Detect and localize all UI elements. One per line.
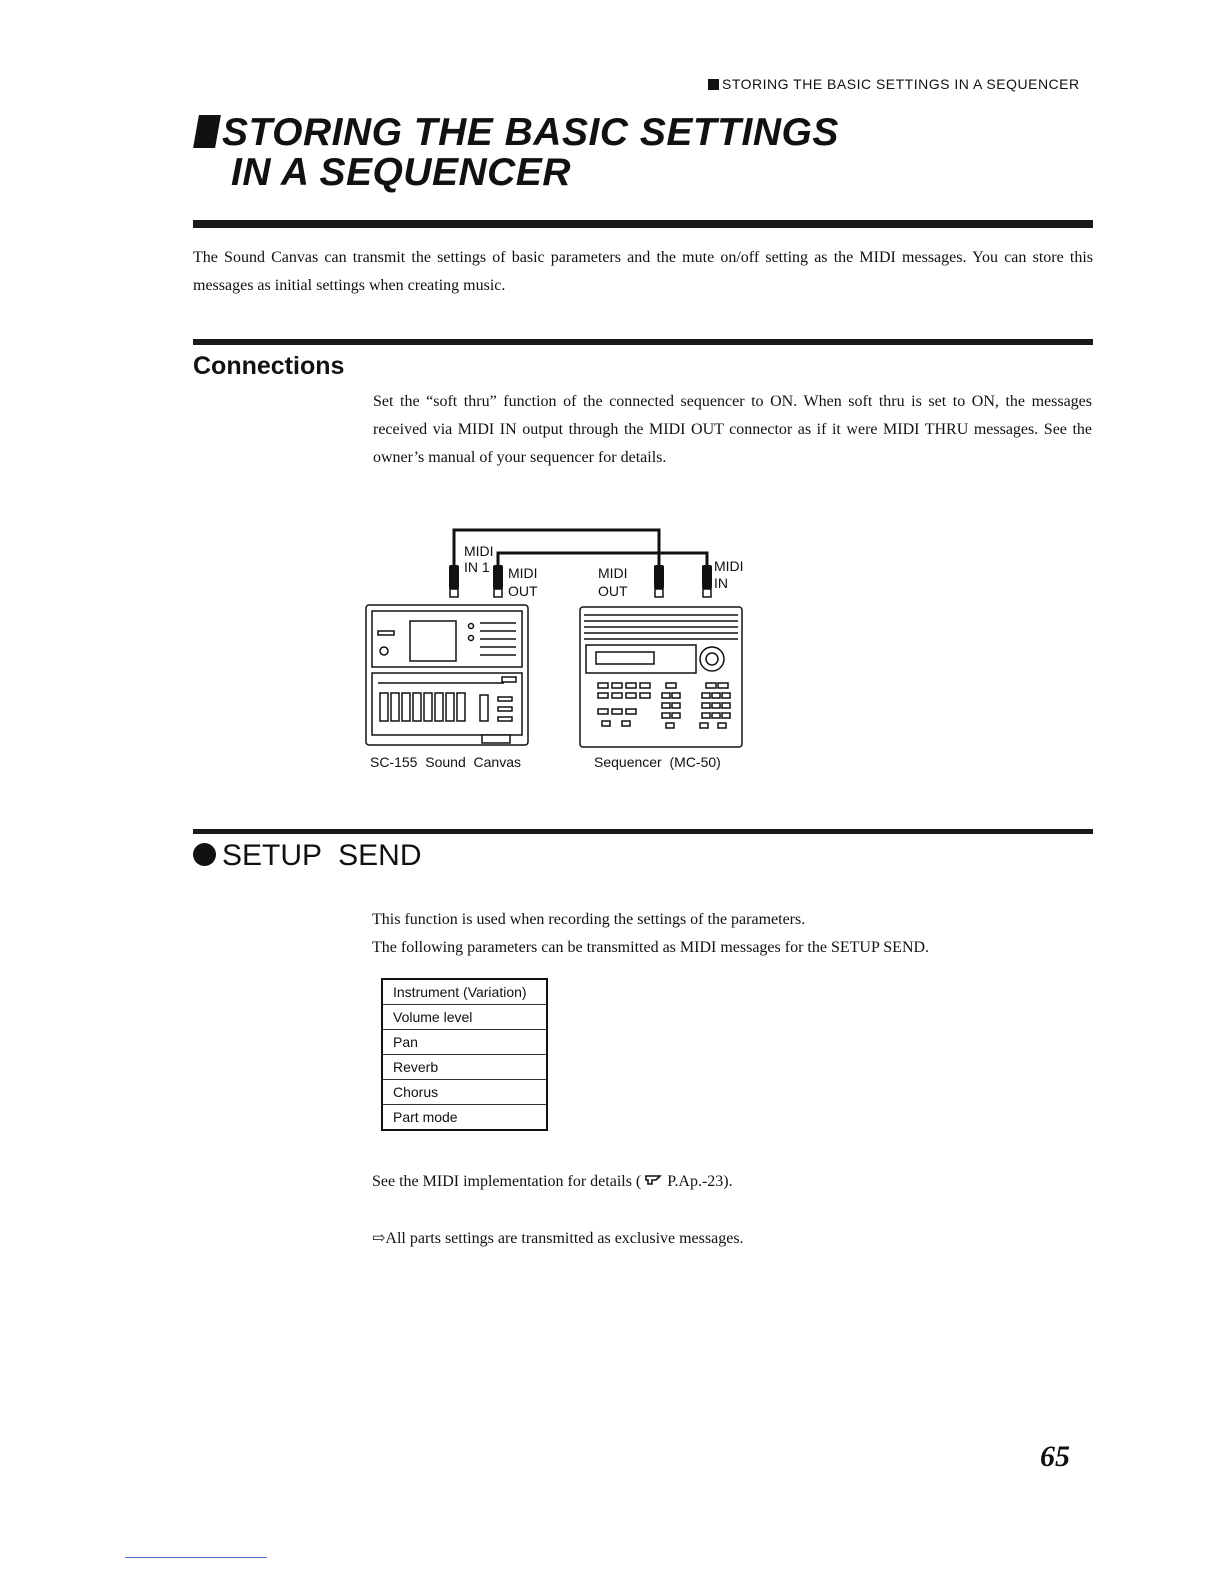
square-bullet-icon: [193, 115, 221, 148]
label-sc-midi-in: MIDI: [464, 543, 494, 559]
label-sc-midi-out: MIDI: [508, 565, 538, 581]
label-sc-midi-out-2: OUT: [508, 583, 538, 599]
setup-send-line1: This function is used when recording the settings of the parameters.: [372, 911, 806, 928]
connections-paragraph: Set the “soft thru” function of the connected sequencer to ON. When soft thru is set to ON, the messages received via MIDI IN output through the MIDI OUT connector as if it were MIDI THRU messages. See the owner’s manual of your sequencer for details.: [373, 393, 1092, 466]
pointing-hand-icon: [645, 1174, 663, 1186]
exclusive-note: [372, 1225, 744, 1253]
table-cell: Instrument (Variation): [382, 979, 547, 1005]
see-prefix: See the MIDI implementation for details (: [372, 1173, 642, 1190]
table-cell: Part mode: [382, 1105, 547, 1131]
table-cell: Reverb: [382, 1055, 547, 1080]
footer-line: [125, 1557, 267, 1558]
table-cell: Chorus: [382, 1080, 547, 1105]
bullet-dot-icon: [193, 843, 216, 866]
parameter-table: [381, 978, 548, 1131]
setup-divider: [193, 829, 1093, 834]
section-divider: [193, 339, 1093, 345]
exclusive-note-text: All parts settings are transmitted as exclusive messages.: [385, 1230, 744, 1247]
table-row: [382, 1055, 547, 1080]
square-bullet-icon: [708, 79, 719, 90]
intro-paragraph: The Sound Canvas can transmit the settings of basic parameters and the mute on/off setting as the MIDI messages. You can store this messages as initial settings when creating music.: [193, 249, 1093, 294]
page-title-line2: IN A SEQUENCER: [231, 151, 571, 194]
running-header: [708, 76, 1080, 92]
title-divider: [193, 220, 1093, 228]
plug-sc-in: [449, 565, 459, 589]
sound-canvas-caption: SC-155 Sound Canvas: [370, 754, 521, 770]
label-seq-midi-out: MIDI: [598, 565, 628, 581]
plug-seq-out: [654, 565, 664, 589]
table-cell: Pan: [382, 1030, 547, 1055]
connection-diagram: [360, 525, 760, 785]
page-number: 65: [1040, 1440, 1070, 1473]
setup-send-description: [372, 906, 929, 962]
arrow-right-icon: ⇨: [372, 1230, 386, 1247]
label-sc-midi-in-2: IN 1: [464, 559, 490, 575]
plug-seq-in: [702, 565, 712, 589]
label-seq-midi-in-2: IN: [714, 575, 728, 591]
setup-send-line2: The following parameters can be transmitted as MIDI messages for the SETUP SEND.: [372, 939, 930, 956]
table-row: [382, 1030, 547, 1055]
sound-canvas-unit: [366, 605, 528, 745]
table-cell: Volume level: [382, 1005, 547, 1030]
label-seq-midi-in: MIDI: [714, 558, 744, 574]
table-row: [382, 1105, 547, 1131]
sequencer-caption: Sequencer (MC-50): [594, 754, 721, 770]
label-seq-midi-out-2: OUT: [598, 583, 628, 599]
connections-heading: Connections: [193, 352, 345, 380]
table-row: [382, 1005, 547, 1030]
sequencer-unit: [580, 607, 742, 747]
running-header-text: STORING THE BASIC SETTINGS IN A SEQUENCER: [722, 76, 1080, 92]
table-row: [382, 979, 547, 1005]
page-title: [196, 113, 839, 193]
setup-send-heading: [193, 838, 422, 874]
table-row: [382, 1080, 547, 1105]
see-midi-implementation: [372, 1168, 733, 1196]
setup-send-heading-text: SETUP SEND: [222, 839, 422, 872]
see-reference: P.Ap.-23).: [667, 1173, 733, 1190]
page-title-line1: STORING THE BASIC SETTINGS: [222, 111, 839, 154]
plug-sc-out: [493, 565, 503, 589]
